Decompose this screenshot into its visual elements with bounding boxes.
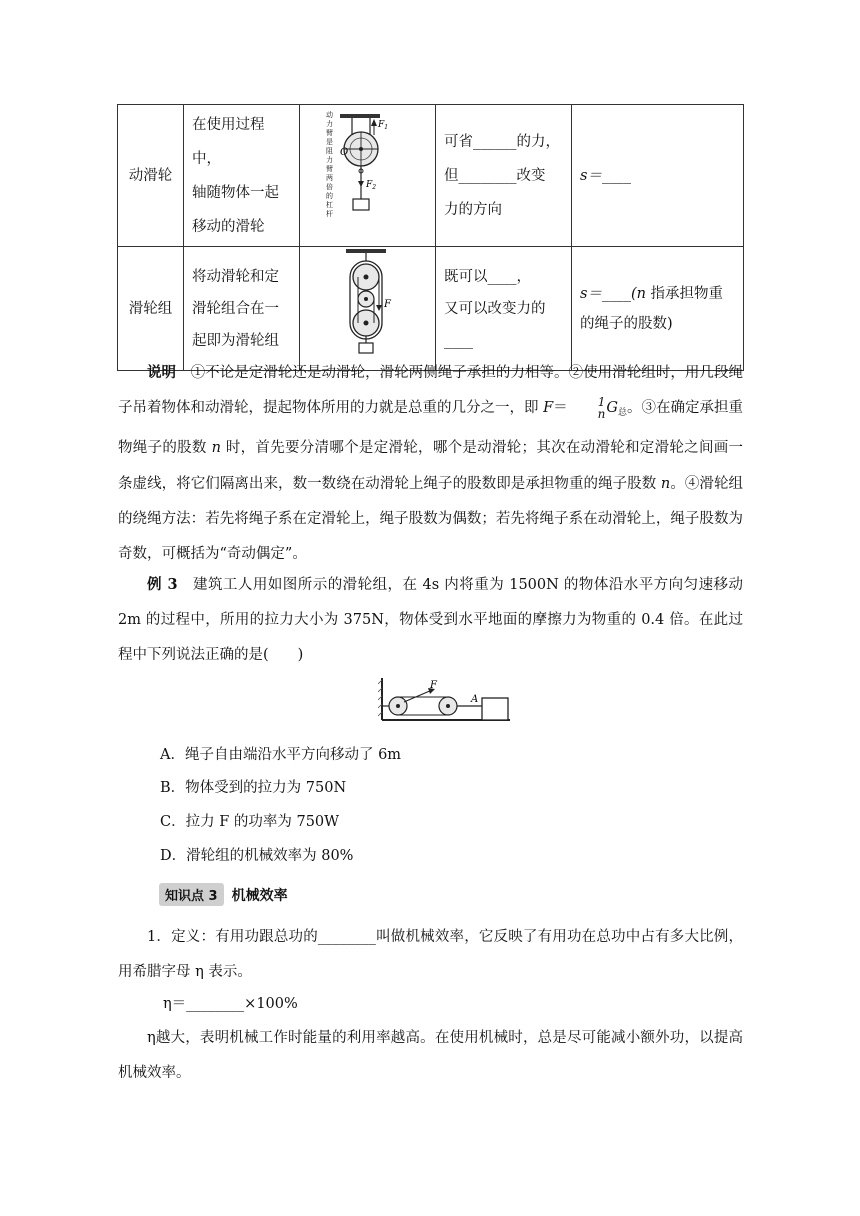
example-label: 例 3	[147, 576, 178, 593]
knowledge-point-badge: 知识点 3	[159, 883, 224, 906]
row1-adv-line1: 可省______的力，	[444, 133, 560, 150]
row1-desc-line1: 在使用过程中，	[192, 116, 265, 167]
fig-caption-c10: 的	[325, 192, 333, 200]
example-label-f: F	[430, 680, 437, 691]
fig-caption-c7: 臂	[325, 165, 333, 173]
knowledge-point-title: 机械效率	[231, 887, 288, 904]
row1-desc	[184, 105, 300, 247]
note-label: 说明	[147, 364, 177, 381]
fig-caption-c3: 臂	[325, 129, 333, 137]
fig-caption-c2: 力	[325, 120, 333, 128]
example-text: 建筑工人用如图所示的滑轮组，在 4s 内将重为 1500N 的物体沿水平方向匀速移动 2m 的过程中，所用的拉力大小为 375N，物体受到水平地面的摩擦力为物重的 0.4 倍。在此过程中下列说法正确的是( )	[118, 577, 744, 664]
row2-desc-line3: 起即为滑轮组	[192, 332, 279, 349]
fraction-1-over-n: 1 n	[597, 395, 606, 422]
definition-paragraph: 1．定义：有用功跟总功的________叫做机械效率，它反映了有用功在总功中占有多大比例，用希腊字母 η 表示。	[118, 929, 743, 981]
load-weight	[353, 199, 369, 210]
row1-adv-line2: 但________改变	[444, 167, 546, 184]
option-b: B．物体受到的拉力为 750N	[160, 780, 347, 796]
row1-name: 动滑轮	[118, 105, 184, 247]
movable-pulley-figure	[304, 105, 432, 233]
row2-adv-line2: 又可以改变力的	[444, 300, 546, 317]
pulley-table	[117, 104, 744, 371]
example-figure	[378, 676, 512, 724]
label-f1: $F_1$	[377, 120, 388, 131]
load-weight-2	[359, 343, 373, 353]
example-paragraph	[118, 567, 743, 674]
fig-caption-c9: 倍	[325, 183, 333, 191]
knowledge-point-header	[159, 883, 288, 906]
pulley-block-figure	[304, 247, 432, 357]
note-paragraph: 说明 ①不论是定滑轮还是动滑轮，滑轮两侧绳子承担的力相等。②使用滑轮组时，用几段绳子吊着物体和动滑轮，提起物体所用的力就是总重的几分之一，即 F＝ 1 n $G_总$。③在确定承担重物绳子的股数 n 时，首先要分清哪个是定滑轮，哪个是动滑轮；其次在动滑轮和定滑轮之间画一条虚线，将它们隔离出来，数一数绕在动滑轮上绳子的股数即是承担物重的绳子股数 n。④滑轮组的绕绳方法：若先将绳子系在定滑轮上，绳子股数为偶数；若先将绳子系在动滑轮上，绳子股数为奇数，可概括为“奇动偶定”。	[118, 364, 744, 563]
row1-figure-cell	[300, 105, 436, 247]
table-row-pulley-block	[118, 247, 744, 371]
fig-caption-c8: 两	[325, 174, 333, 182]
row2-figure-cell	[300, 247, 436, 371]
row2-desc	[184, 247, 300, 371]
row2-advantage	[436, 247, 572, 371]
option-a: A．绳子自由端沿水平方向移动了 6m	[160, 747, 402, 763]
label-f2: $F_2$	[365, 180, 376, 191]
fig-caption-c5: 阻	[325, 147, 333, 155]
row2-adv-line1: 既可以____，	[444, 268, 531, 285]
label-f-block: F	[383, 299, 391, 310]
efficiency-formula: η＝________×100%	[163, 996, 298, 1012]
row2-adv-line3: ____	[444, 332, 473, 349]
example-block	[482, 698, 508, 720]
ceiling-hatch-2	[346, 249, 386, 253]
row2-desc-line2: 滑轮组合在一	[192, 300, 279, 317]
table-row-movable-pulley	[118, 105, 744, 247]
ceiling-hatch	[340, 114, 380, 118]
label-o: O	[339, 147, 348, 158]
example-label-a: A	[471, 694, 479, 705]
row1-advantage	[436, 105, 572, 247]
row2-formula: s＝____(n 指承担物重的绳子的股数)	[572, 247, 744, 371]
fig-caption-c6: 力	[325, 156, 333, 164]
fig-caption-c12: 杆	[325, 210, 333, 218]
fig-caption-c4: 是	[325, 138, 333, 146]
row1-desc-line3: 移动的滑轮	[192, 218, 265, 235]
fig-caption-c1: 动	[325, 111, 333, 119]
row2-desc-line1: 将动滑轮和定	[192, 268, 279, 285]
efficiency-description: η越大，表明机械工作时能量的利用率越高。在使用机械时，总是尽可能减小额外功，以提高机械效率。	[118, 1030, 743, 1082]
row2-name: 滑轮组	[118, 247, 184, 371]
row1-formula: s＝____	[572, 105, 744, 247]
option-d: D．滑轮组的机械效率为 80%	[160, 848, 354, 864]
row1-adv-line3: 力的方向	[444, 201, 502, 218]
fig-caption-c11: 杠	[325, 201, 333, 209]
row1-desc-line2: 轴随物体一起	[192, 184, 279, 201]
option-c: C．拉力 F 的功率为 750W	[160, 814, 340, 830]
